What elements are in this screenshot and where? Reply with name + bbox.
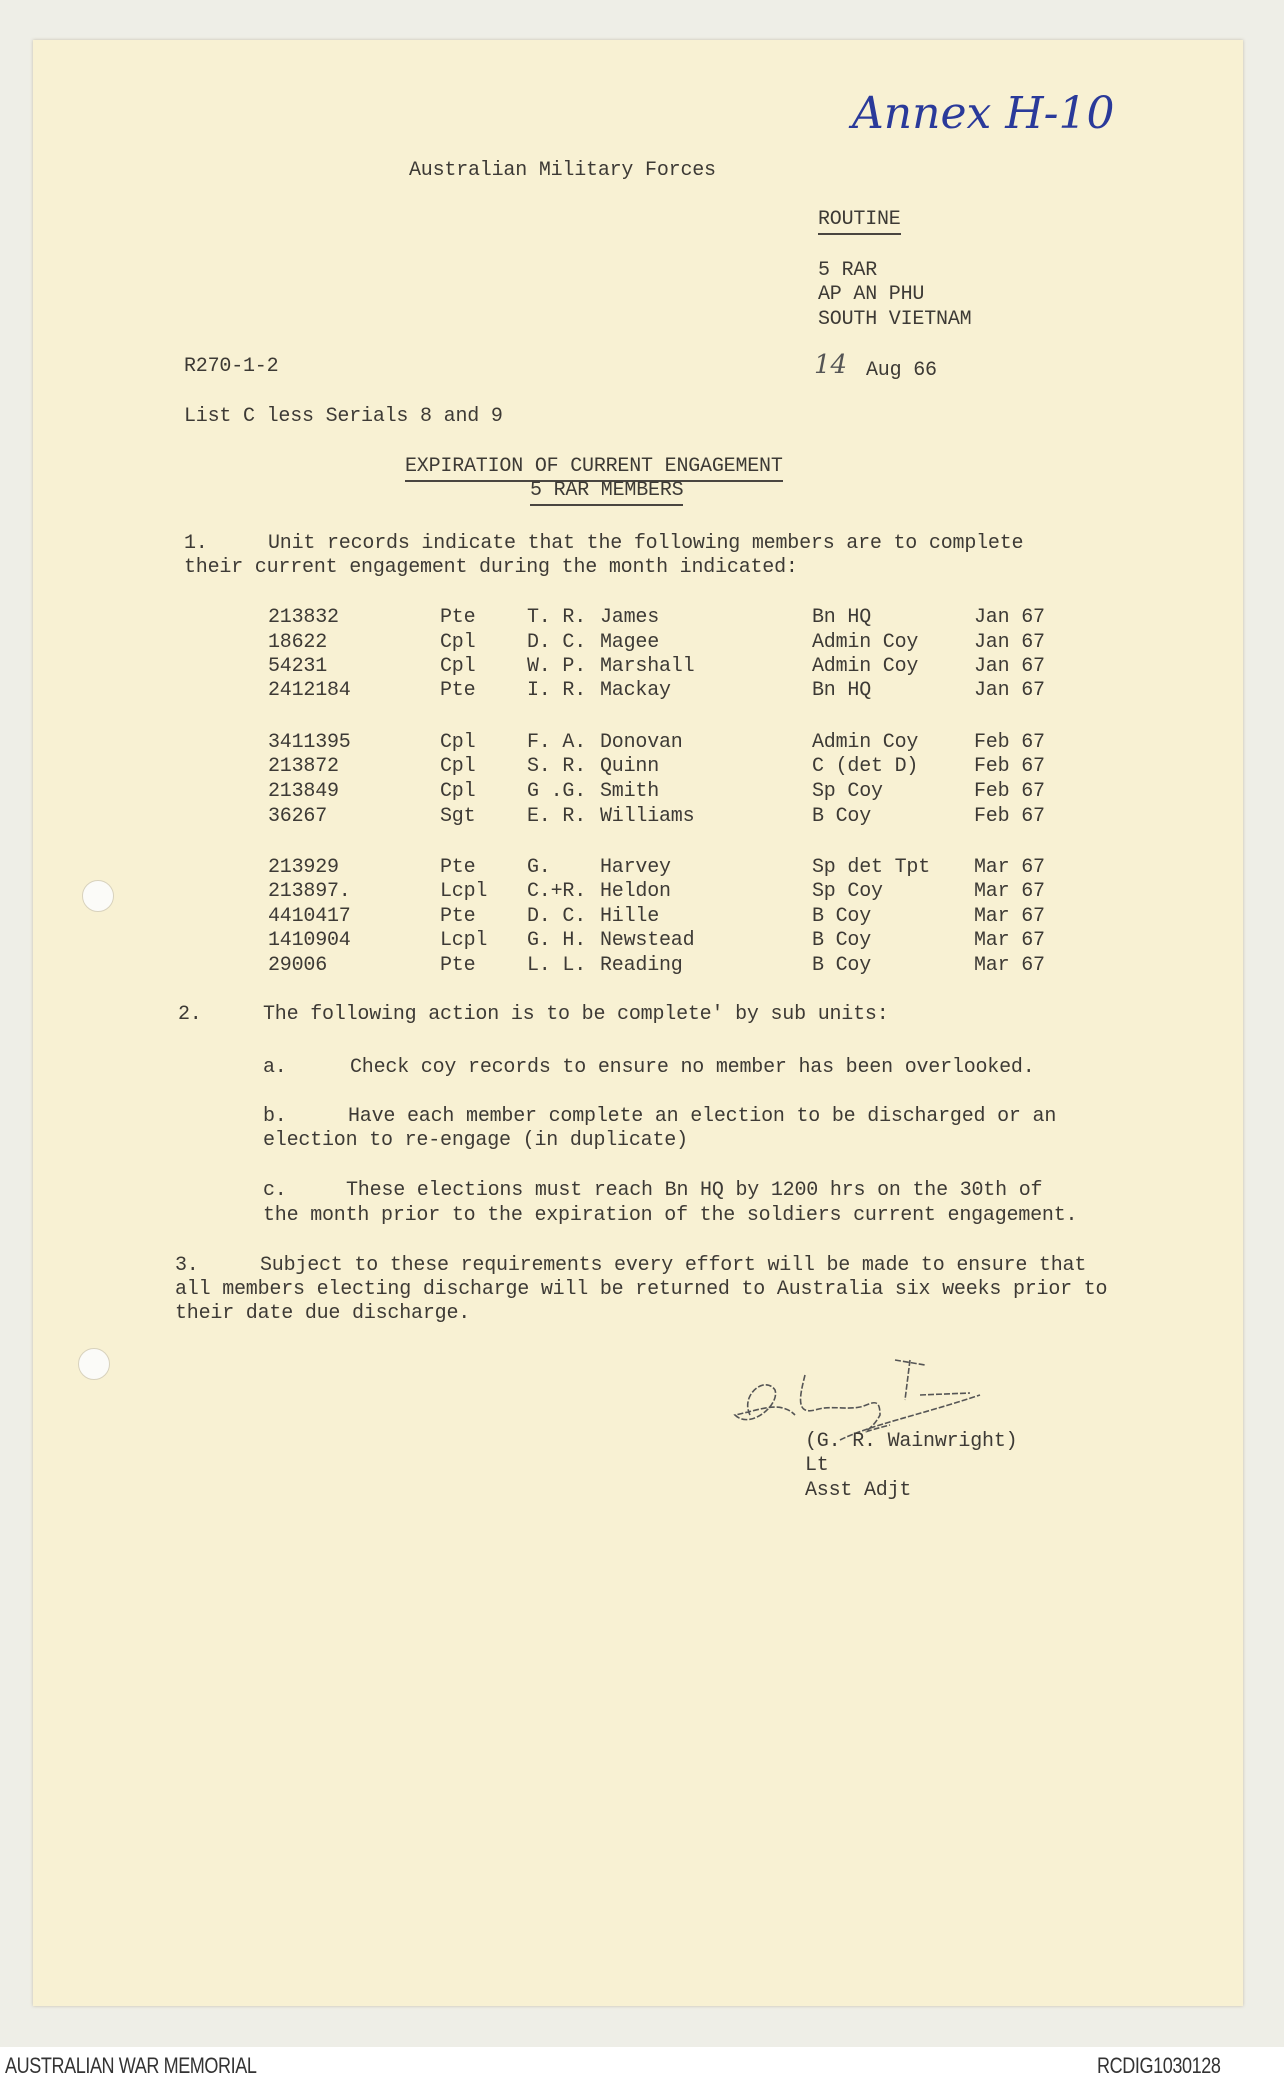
member-name: Hille xyxy=(600,905,660,928)
signatory-appointment: Asst Adjt xyxy=(805,1479,912,1502)
member-name: Magee xyxy=(600,631,660,654)
member-initials: I. R. xyxy=(527,679,587,702)
para-text: Subject to these requirements every effort will be made to ensure that xyxy=(260,1254,1087,1277)
member-rank: Cpl xyxy=(440,631,476,654)
subpara-text: Have each member complete an election to be discharged or an xyxy=(348,1105,1057,1128)
member-number: 2412184 xyxy=(268,679,351,702)
member-initials: D. C. xyxy=(527,905,587,928)
member-number: 54231 xyxy=(268,655,328,678)
member-rank: Pte xyxy=(440,905,476,928)
member-rank: Sgt xyxy=(440,805,476,828)
member-number: 18622 xyxy=(268,631,328,654)
subpara-text: election to re-engage (in duplicate) xyxy=(263,1129,688,1152)
member-initials: F. A. xyxy=(527,731,587,754)
member-unit: Admin Coy xyxy=(812,631,919,654)
member-name: Newstead xyxy=(600,929,695,952)
handwritten-annex-note: Annex H-10 xyxy=(852,88,1115,139)
subpara-text: Check coy records to ensure no member has been overlooked. xyxy=(350,1056,1035,1079)
member-name: Quinn xyxy=(600,755,660,778)
member-number: 213872 xyxy=(268,755,339,778)
member-number: 213929 xyxy=(268,856,339,879)
member-unit: Sp det Tpt xyxy=(812,856,931,879)
subpara-label: b. xyxy=(263,1105,287,1128)
member-name: Smith xyxy=(600,780,660,803)
subpara-label: c. xyxy=(263,1179,287,1202)
footer-bar xyxy=(0,2047,1284,2082)
member-month: Mar 67 xyxy=(974,856,1045,879)
member-number: 213849 xyxy=(268,780,339,803)
member-rank: Pte xyxy=(440,606,476,629)
member-rank: Cpl xyxy=(440,780,476,803)
member-initials: T. R. xyxy=(527,606,587,629)
member-unit: Bn HQ xyxy=(812,606,872,629)
member-name: James xyxy=(600,606,660,629)
member-month: Mar 67 xyxy=(974,929,1045,952)
member-rank: Pte xyxy=(440,679,476,702)
subpara-label: a. xyxy=(263,1056,287,1079)
member-initials: G. xyxy=(527,856,551,879)
member-unit: B Coy xyxy=(812,954,872,977)
member-unit: C (det D) xyxy=(812,755,919,778)
member-name: Harvey xyxy=(600,856,671,879)
member-initials: G. H. xyxy=(527,929,587,952)
member-number: 213897. xyxy=(268,880,351,903)
signatory-name: (G. R. Wainwright) xyxy=(805,1430,1018,1453)
para-text: their current engagement during the month indicated: xyxy=(184,556,798,579)
member-initials: G .G. xyxy=(527,780,587,803)
member-initials: W. P. xyxy=(527,655,587,678)
member-initials: E. R. xyxy=(527,805,587,828)
member-number: 29006 xyxy=(268,954,328,977)
member-name: Reading xyxy=(600,954,683,977)
para-text: all members electing discharge will be returned to Australia six weeks prior to xyxy=(175,1278,1108,1301)
member-unit: B Coy xyxy=(812,805,872,828)
member-month: Feb 67 xyxy=(974,805,1045,828)
member-month: Jan 67 xyxy=(974,655,1045,678)
member-initials: S. R. xyxy=(527,755,587,778)
member-month: Jan 67 xyxy=(974,679,1045,702)
file-reference: R270-1-2 xyxy=(184,355,279,378)
member-initials: L. L. xyxy=(527,954,587,977)
member-rank: Lcpl xyxy=(440,929,488,952)
member-month: Mar 67 xyxy=(974,880,1045,903)
member-month: Mar 67 xyxy=(974,905,1045,928)
footer-institution: AUSTRALIAN WAR MEMORIAL xyxy=(5,2053,257,2078)
distribution: List C less Serials 8 and 9 xyxy=(184,405,503,428)
member-month: Jan 67 xyxy=(974,606,1045,629)
address-line: 5 RAR xyxy=(818,259,878,282)
member-unit: B Coy xyxy=(812,905,872,928)
member-rank: Cpl xyxy=(440,755,476,778)
document-subtitle: 5 RAR MEMBERS xyxy=(530,479,683,506)
member-month: Feb 67 xyxy=(974,731,1045,754)
member-initials: D. C. xyxy=(527,631,587,654)
para-text: The following action is to be complete' by sub units: xyxy=(263,1003,889,1026)
member-month: Jan 67 xyxy=(974,631,1045,654)
member-rank: Pte xyxy=(440,954,476,977)
member-unit: Sp Coy xyxy=(812,880,883,903)
member-unit: B Coy xyxy=(812,929,872,952)
organisation-heading: Australian Military Forces xyxy=(409,159,716,182)
para-text: Unit records indicate that the following members are to complete xyxy=(268,532,1024,555)
member-rank: Cpl xyxy=(440,731,476,754)
para-number: 2. xyxy=(178,1003,202,1026)
member-unit: Admin Coy xyxy=(812,655,919,678)
member-name: Williams xyxy=(600,805,695,828)
subpara-text: These elections must reach Bn HQ by 1200 hrs on the 30th of xyxy=(346,1179,1043,1202)
document-title: EXPIRATION OF CURRENT ENGAGEMENT xyxy=(405,455,783,482)
para-number: 3. xyxy=(175,1254,199,1277)
address-line: AP AN PHU xyxy=(818,283,925,306)
para-number: 1. xyxy=(184,532,208,555)
member-number: 36267 xyxy=(268,805,328,828)
para-text: their date due discharge. xyxy=(175,1302,471,1325)
handwritten-date-day: 14 xyxy=(814,350,848,380)
member-name: Donovan xyxy=(600,731,683,754)
member-rank: Cpl xyxy=(440,655,476,678)
document-date: Aug 66 xyxy=(866,359,937,382)
member-number: 4410417 xyxy=(268,905,351,928)
member-number: 3411395 xyxy=(268,731,351,754)
member-rank: Pte xyxy=(440,856,476,879)
member-unit: Bn HQ xyxy=(812,679,872,702)
member-month: Feb 67 xyxy=(974,780,1045,803)
member-number: 213832 xyxy=(268,606,339,629)
signatory-rank: Lt xyxy=(805,1454,829,1477)
member-unit: Admin Coy xyxy=(812,731,919,754)
member-unit: Sp Coy xyxy=(812,780,883,803)
member-month: Feb 67 xyxy=(974,755,1045,778)
member-name: Marshall xyxy=(600,655,695,678)
classification: ROUTINE xyxy=(818,208,901,235)
member-number: 1410904 xyxy=(268,929,351,952)
member-initials: C.+R. xyxy=(527,880,587,903)
member-name: Mackay xyxy=(600,679,671,702)
member-month: Mar 67 xyxy=(974,954,1045,977)
address-line: SOUTH VIETNAM xyxy=(818,308,972,331)
member-rank: Lcpl xyxy=(440,880,488,903)
punch-hole xyxy=(82,880,114,912)
footer-image-id: RCDIG1030128 xyxy=(1097,2053,1221,2078)
member-name: Heldon xyxy=(600,880,671,903)
punch-hole xyxy=(78,1348,110,1380)
subpara-text: the month prior to the expiration of the soldiers current engagement. xyxy=(263,1204,1078,1227)
